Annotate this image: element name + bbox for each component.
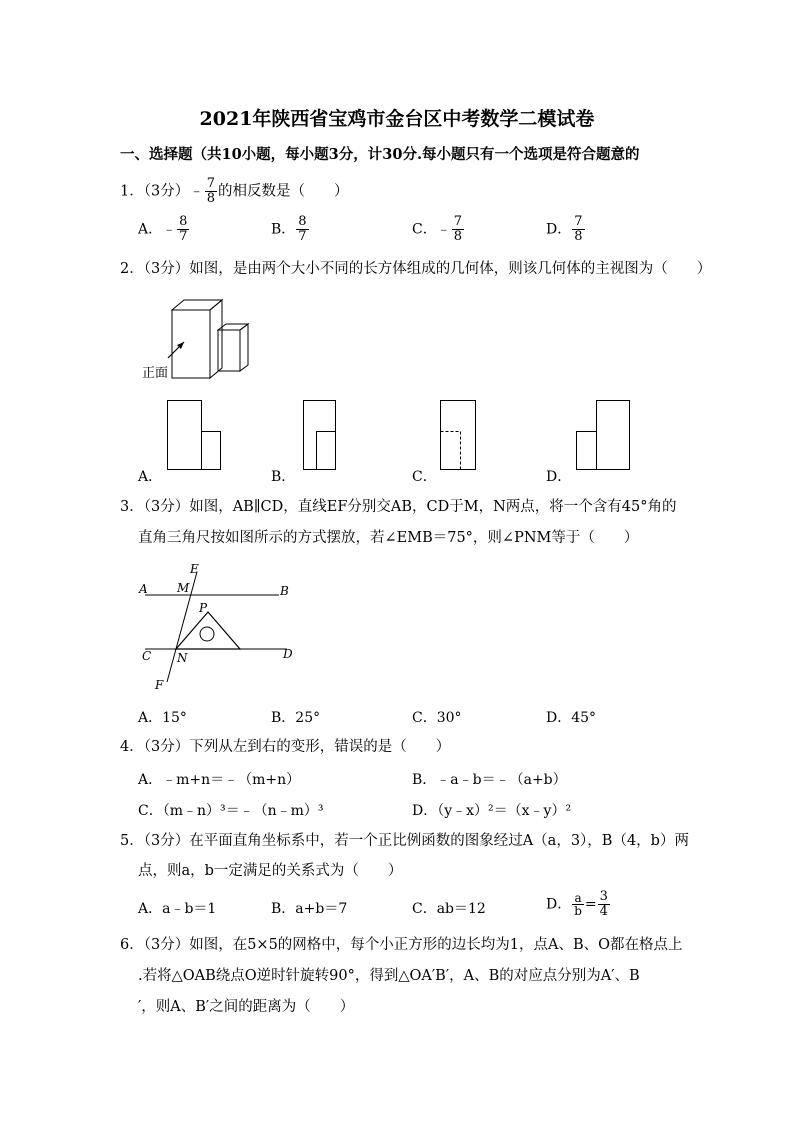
q5-option-c[interactable]: C．ab＝12 [412,901,486,917]
q6-text-line1: （3分）如图，在5×5的网格中，每个小正方形的边长均为1，点A、B、O都在格点上 [143,937,683,953]
q1-stem: 的相反数是（ ） [218,183,349,200]
question-5-line1 [120,832,689,850]
q1-a-num: 8 [179,214,188,229]
q5-d-right-den: 4 [599,904,608,919]
q5-text-line2: 点，则a，b一定满足的关系式为（ ） [138,863,403,879]
q1-fraction [205,177,217,206]
q5-number: 5． [120,833,144,849]
q5-d-right-num: 3 [599,889,608,904]
q1-d-num: 7 [574,214,583,229]
q5-d-label: D． [546,896,572,913]
q3-label-n: N [177,651,188,665]
q5-d-left-num: a [572,892,584,905]
q4-number: 4． [120,739,144,755]
q1-frac-den: 8 [206,191,215,206]
q3-text-line2: 直角三角尺按如图所示的方式摆放，若∠EMB＝75°，则∠PNM等于（ ） [138,530,639,546]
q5-d-left-fraction [572,892,584,917]
q4-option-a[interactable]: A．﹣m+n＝﹣（m+n） [138,772,301,788]
q2-a-label[interactable]: A． [138,469,163,485]
q1-sign: ﹣ [189,183,204,200]
q4-option-d[interactable]: D．（y﹣x）²＝（x﹣y）² [412,803,572,819]
q5-d-equals: = [584,896,597,913]
q1-option-a[interactable] [138,215,190,244]
q5-d-right-fraction [598,890,610,919]
q1-a-label: A． [138,221,163,238]
q3-option-c[interactable]: C．30° [412,710,462,726]
question-6-line1 [120,936,683,954]
q2-b-label[interactable]: B． [271,469,296,485]
q6-text-line3: ′，则A、B′之间的距离为（ ） [138,999,355,1015]
q5-option-a[interactable]: A．a﹣b＝1 [138,901,217,917]
q1-c-fraction [452,215,464,244]
q1-b-den: 7 [298,229,307,244]
q2-c-label[interactable]: C． [412,469,437,485]
q4-option-c[interactable]: C．（m﹣n）³＝﹣（n﹣m）³ [138,803,324,819]
q3-figure [135,558,305,693]
q1-c-den: 8 [453,229,462,244]
q4-text: （3分）下列从左到右的变形，错误的是（ ） [143,739,451,755]
q1-d-label: D． [546,221,572,238]
question-4 [120,738,450,756]
q4-option-b[interactable]: B．﹣a﹣b＝﹣（a+b） [412,772,567,788]
q1-d-den: 8 [574,229,583,244]
q1-option-c[interactable] [412,215,465,244]
q3-label-d: D [283,647,293,661]
q1-a-fraction [177,215,189,244]
q3-label-e: E [190,562,199,576]
q3-label-p: P [199,601,208,615]
q3-option-b[interactable]: B．25° [271,710,321,726]
q3-option-a[interactable]: A．15° [138,710,187,726]
q2-number: 2． [120,261,144,277]
question-2 [120,260,711,278]
page-title: 2021年陕西省宝鸡市金台区中考数学二模试卷 [199,108,595,130]
q2-option-c-figure[interactable] [434,398,479,474]
q5-text-line1: （3分）在平面直角坐标系中，若一个正比例函数的图象经过A（a，3），B（4，b）两 [143,833,689,849]
q1-score: （3分） [143,183,190,200]
q1-b-label: B． [271,221,296,238]
q3-label-b: B [280,584,289,598]
q1-option-b[interactable] [271,215,310,244]
q6-number: 6． [120,937,144,953]
q3-label-a: A [139,582,148,596]
q3-label-m: M [177,581,190,595]
q1-c-num: 7 [453,214,462,229]
q3-label-c: C [142,649,152,663]
q5-d-left-den: b [574,904,582,918]
q1-option-d[interactable] [546,215,586,244]
q1-b-num: 8 [298,214,307,229]
q2-front-label: 正面 [142,366,169,381]
q1-c-sign: ﹣ [436,221,451,238]
q1-frac-num: 7 [206,176,215,191]
q6-text-line2: .若将△OAB绕点O逆时针旋转90°，得到△OA′B′，A、B的对应点分别为A′、B [138,968,640,984]
question-1 [120,177,349,206]
q1-b-fraction [296,215,308,244]
q2-option-a-figure[interactable] [160,398,230,474]
section-heading: 一、选择题（共10小题，每小题3分，计30分.每小题只有一个选项是符合题意的 [120,146,640,163]
q1-a-den: 7 [179,229,188,244]
q2-d-label[interactable]: D． [546,469,572,485]
q1-number: 1． [120,183,144,200]
q3-number: 3． [120,499,144,515]
q5-option-b[interactable]: B．a+b＝7 [271,901,348,917]
q1-d-fraction [572,215,584,244]
q2-option-d-figure[interactable] [570,398,636,474]
q2-option-b-figure[interactable] [296,398,341,474]
q3-option-d[interactable]: D．45° [546,710,597,726]
q2-text: （3分）如图，是由两个大小不同的长方体组成的几何体，则该几何体的主视图为（ ） [143,261,712,277]
question-3-line1 [120,498,676,516]
q3-text-line1: （3分）如图，AB∥CD，直线EF分别交AB，CD于M，N两点，将一个含有45°角的 [143,499,677,515]
q5-option-d[interactable] [546,890,611,919]
q3-label-f: F [155,678,164,692]
q1-a-sign: ﹣ [162,221,177,238]
q1-c-label: C． [412,221,437,238]
